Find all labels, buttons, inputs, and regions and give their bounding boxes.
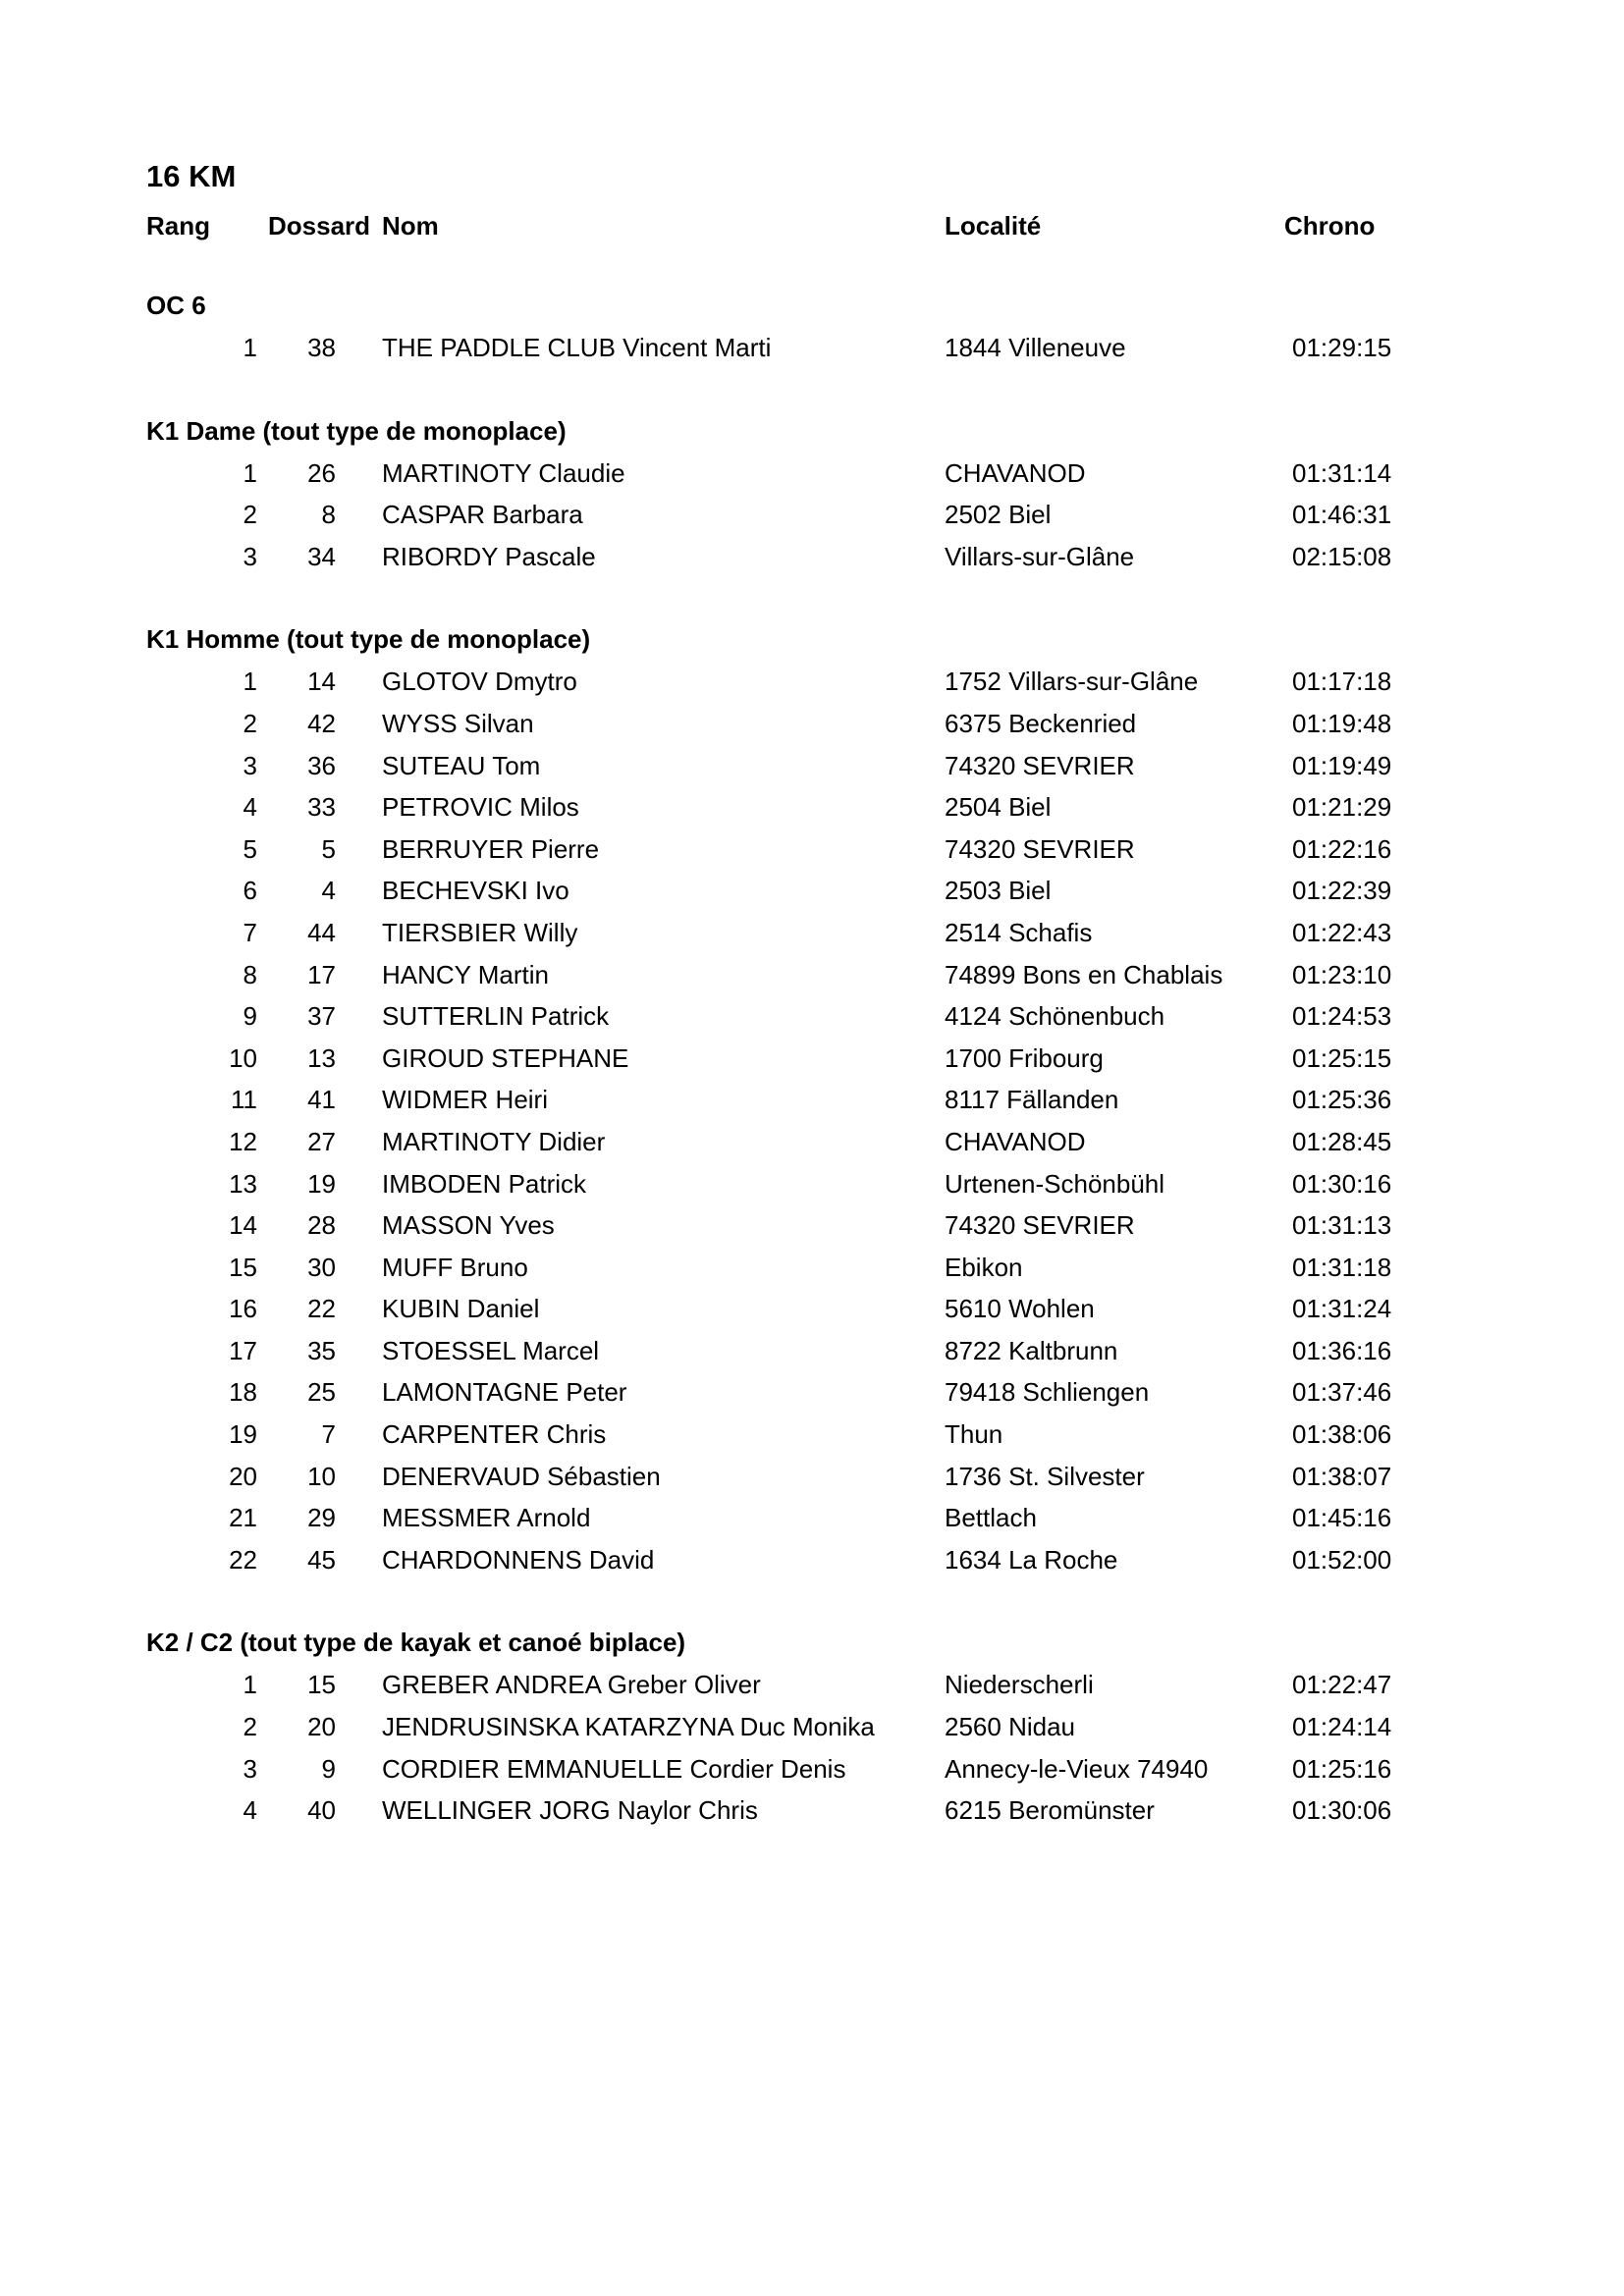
result-row bbox=[0, 661, 1624, 703]
dossard-cell: 30 bbox=[307, 1252, 336, 1282]
result-row bbox=[0, 1288, 1624, 1330]
rang-cell: 7 bbox=[243, 917, 257, 947]
localite-cell: 8117 Fällanden bbox=[945, 1085, 1119, 1115]
header-dossard: Dossard bbox=[268, 211, 371, 240]
rang-cell: 19 bbox=[229, 1419, 257, 1450]
localite-cell: 1634 La Roche bbox=[945, 1544, 1118, 1575]
dossard-cell: 22 bbox=[307, 1294, 336, 1324]
chrono-cell: 01:30:06 bbox=[1292, 1795, 1392, 1826]
rang-cell: 2 bbox=[243, 708, 257, 738]
localite-cell: 74320 SEVRIER bbox=[945, 1210, 1135, 1241]
rang-cell: 15 bbox=[229, 1252, 257, 1282]
chrono-cell: 01:22:43 bbox=[1292, 917, 1392, 947]
nom-cell: MARTINOTY Claudie bbox=[382, 457, 625, 488]
localite-cell: 6375 Beckenried bbox=[945, 708, 1137, 738]
dossard-cell: 8 bbox=[321, 500, 336, 530]
nom-cell: GLOTOV Dmytro bbox=[382, 667, 577, 697]
localite-cell: Bettlach bbox=[945, 1503, 1037, 1533]
nom-cell: STOESSEL Marcel bbox=[382, 1335, 600, 1365]
result-row bbox=[0, 1497, 1624, 1539]
nom-cell: PETROVIC Milos bbox=[382, 792, 579, 823]
chrono-cell: 01:22:16 bbox=[1292, 833, 1392, 864]
chrono-cell: 01:21:29 bbox=[1292, 792, 1392, 823]
dossard-cell: 10 bbox=[307, 1461, 336, 1491]
rang-cell: 12 bbox=[229, 1126, 257, 1156]
chrono-cell: 01:31:24 bbox=[1292, 1294, 1392, 1324]
dossard-cell: 40 bbox=[307, 1795, 336, 1826]
nom-cell: WYSS Silvan bbox=[382, 708, 534, 738]
rang-cell: 4 bbox=[243, 792, 257, 823]
localite-cell: 2514 Schafis bbox=[945, 917, 1093, 947]
localite-cell: 2504 Biel bbox=[945, 792, 1052, 823]
nom-cell: DENERVAUD Sébastien bbox=[382, 1461, 661, 1491]
dossard-cell: 42 bbox=[307, 708, 336, 738]
rang-cell: 17 bbox=[229, 1335, 257, 1365]
localite-cell: Urtenen-Schönbühl bbox=[945, 1168, 1165, 1199]
nom-cell: HANCY Martin bbox=[382, 959, 550, 989]
result-row bbox=[0, 1664, 1624, 1706]
result-row bbox=[0, 1247, 1624, 1289]
dossard-cell: 15 bbox=[307, 1670, 336, 1700]
category-section bbox=[0, 618, 1624, 1622]
localite-cell: 74899 Bons en Chablais bbox=[945, 959, 1223, 989]
dossard-cell: 5 bbox=[321, 833, 336, 864]
localite-cell: 2502 Biel bbox=[945, 500, 1052, 530]
result-row bbox=[0, 870, 1624, 912]
rang-cell: 14 bbox=[229, 1210, 257, 1241]
result-row bbox=[0, 1748, 1624, 1790]
result-row bbox=[0, 828, 1624, 871]
rang-cell: 9 bbox=[243, 1001, 257, 1032]
rang-cell: 1 bbox=[243, 667, 257, 697]
chrono-cell: 01:31:18 bbox=[1292, 1252, 1392, 1282]
localite-cell: 2560 Nidau bbox=[945, 1712, 1075, 1742]
chrono-cell: 01:25:36 bbox=[1292, 1085, 1392, 1115]
nom-cell: KUBIN Daniel bbox=[382, 1294, 540, 1324]
localite-cell: Annecy-le-Vieux 74940 bbox=[945, 1753, 1209, 1784]
header-localite: Localité bbox=[945, 211, 1042, 240]
dossard-cell: 17 bbox=[307, 959, 336, 989]
nom-cell: CASPAR Barbara bbox=[382, 500, 583, 530]
dossard-cell: 7 bbox=[321, 1419, 336, 1450]
nom-cell: JENDRUSINSKA KATARZYNA Duc Monika bbox=[382, 1712, 875, 1742]
chrono-cell: 01:31:13 bbox=[1292, 1210, 1392, 1241]
rang-cell: 3 bbox=[243, 541, 257, 571]
chrono-cell: 01:29:15 bbox=[1292, 333, 1392, 362]
result-row bbox=[0, 1371, 1624, 1414]
chrono-cell: 01:38:07 bbox=[1292, 1461, 1392, 1491]
result-row bbox=[0, 1789, 1624, 1832]
rang-cell: 22 bbox=[229, 1544, 257, 1575]
nom-cell: SUTEAU Tom bbox=[382, 750, 541, 780]
dossard-cell: 26 bbox=[307, 457, 336, 488]
localite-cell: 1844 Villeneuve bbox=[945, 333, 1126, 362]
result-row bbox=[0, 494, 1624, 536]
localite-cell: 1752 Villars-sur-Glâne bbox=[945, 667, 1199, 697]
chrono-cell: 01:31:14 bbox=[1292, 457, 1392, 488]
result-row bbox=[0, 1121, 1624, 1163]
category-title: K2 / C2 (tout type de kayak et canoé biplace) bbox=[146, 1628, 686, 1658]
chrono-cell: 01:23:10 bbox=[1292, 959, 1392, 989]
dossard-cell: 37 bbox=[307, 1001, 336, 1032]
rang-cell: 16 bbox=[229, 1294, 257, 1324]
localite-cell: 5610 Wohlen bbox=[945, 1294, 1095, 1324]
localite-cell: CHAVANOD bbox=[945, 1126, 1086, 1156]
category-title: OC 6 bbox=[146, 291, 206, 320]
category-title: K1 Homme (tout type de monoplace) bbox=[146, 624, 591, 655]
chrono-cell: 01:25:15 bbox=[1292, 1042, 1392, 1073]
localite-cell: 8722 Kaltbrunn bbox=[945, 1335, 1118, 1365]
dossard-cell: 34 bbox=[307, 541, 336, 571]
chrono-cell: 01:17:18 bbox=[1292, 667, 1392, 697]
category-title: K1 Dame (tout type de monoplace) bbox=[146, 415, 567, 446]
chrono-cell: 01:24:14 bbox=[1292, 1712, 1392, 1742]
chrono-cell: 01:46:31 bbox=[1292, 500, 1392, 530]
chrono-cell: 01:38:06 bbox=[1292, 1419, 1392, 1450]
dossard-cell: 41 bbox=[307, 1085, 336, 1115]
chrono-cell: 01:22:39 bbox=[1292, 876, 1392, 906]
nom-cell: RIBORDY Pascale bbox=[382, 541, 596, 571]
dossard-cell: 20 bbox=[307, 1712, 336, 1742]
nom-cell: WELLINGER JORG Naylor Chris bbox=[382, 1795, 758, 1826]
rang-cell: 18 bbox=[229, 1377, 257, 1408]
rang-cell: 21 bbox=[229, 1503, 257, 1533]
rang-cell: 2 bbox=[243, 500, 257, 530]
result-row bbox=[0, 1456, 1624, 1498]
result-row bbox=[0, 912, 1624, 954]
result-row bbox=[0, 745, 1624, 787]
nom-cell: IMBODEN Patrick bbox=[382, 1168, 587, 1199]
localite-cell: Niederscherli bbox=[945, 1670, 1094, 1700]
nom-cell: MASSON Yves bbox=[382, 1210, 555, 1241]
localite-cell: Ebikon bbox=[945, 1252, 1023, 1282]
nom-cell: TIERSBIER Willy bbox=[382, 917, 578, 947]
dossard-cell: 36 bbox=[307, 750, 336, 780]
rang-cell: 13 bbox=[229, 1168, 257, 1199]
dossard-cell: 44 bbox=[307, 917, 336, 947]
nom-cell: MUFF Bruno bbox=[382, 1252, 528, 1282]
category-section bbox=[0, 285, 1624, 410]
localite-cell: 74320 SEVRIER bbox=[945, 833, 1135, 864]
result-row bbox=[0, 1414, 1624, 1456]
category-section bbox=[0, 410, 1624, 619]
nom-cell: BECHEVSKI Ivo bbox=[382, 876, 569, 906]
chrono-cell: 01:36:16 bbox=[1292, 1335, 1392, 1365]
nom-cell: MARTINOTY Didier bbox=[382, 1126, 606, 1156]
dossard-cell: 28 bbox=[307, 1210, 336, 1241]
rang-cell: 10 bbox=[229, 1042, 257, 1073]
dossard-cell: 25 bbox=[307, 1377, 336, 1408]
dossard-cell: 27 bbox=[307, 1126, 336, 1156]
chrono-cell: 01:45:16 bbox=[1292, 1503, 1392, 1533]
nom-cell: WIDMER Heiri bbox=[382, 1085, 548, 1115]
rang-cell: 8 bbox=[243, 959, 257, 989]
chrono-cell: 01:37:46 bbox=[1292, 1377, 1392, 1408]
column-header-row bbox=[0, 204, 1624, 247]
category-section bbox=[0, 1622, 1624, 1831]
section-spacer bbox=[0, 369, 1624, 410]
header-chrono: Chrono bbox=[1284, 211, 1376, 240]
rang-cell: 1 bbox=[243, 457, 257, 488]
header-nom: Nom bbox=[382, 211, 439, 240]
dossard-cell: 13 bbox=[307, 1042, 336, 1073]
nom-cell: GIROUD STEPHANE bbox=[382, 1042, 629, 1073]
localite-cell: 74320 SEVRIER bbox=[945, 750, 1135, 780]
dossard-cell: 45 bbox=[307, 1544, 336, 1575]
section-spacer bbox=[0, 1580, 1624, 1622]
result-row bbox=[0, 1079, 1624, 1121]
nom-cell: CORDIER EMMANUELLE Cordier Denis bbox=[382, 1753, 846, 1784]
page-title: 16 KM bbox=[146, 159, 237, 193]
result-row bbox=[0, 1038, 1624, 1080]
chrono-cell: 01:25:16 bbox=[1292, 1753, 1392, 1784]
localite-cell: Villars-sur-Glâne bbox=[945, 541, 1135, 571]
localite-cell: CHAVANOD bbox=[945, 457, 1086, 488]
rang-cell: 4 bbox=[243, 1795, 257, 1826]
result-row bbox=[0, 1706, 1624, 1748]
header-rang: Rang bbox=[146, 211, 210, 240]
chrono-cell: 01:22:47 bbox=[1292, 1670, 1392, 1700]
nom-cell: CARPENTER Chris bbox=[382, 1419, 607, 1450]
rang-cell: 2 bbox=[243, 1712, 257, 1742]
dossard-cell: 9 bbox=[321, 1753, 336, 1784]
dossard-cell: 38 bbox=[307, 333, 336, 362]
result-row bbox=[0, 786, 1624, 828]
nom-cell: MESSMER Arnold bbox=[382, 1503, 591, 1533]
result-row bbox=[0, 1330, 1624, 1372]
rang-cell: 20 bbox=[229, 1461, 257, 1491]
localite-cell: Thun bbox=[945, 1419, 1003, 1450]
dossard-cell: 29 bbox=[307, 1503, 336, 1533]
result-row bbox=[0, 536, 1624, 578]
chrono-cell: 01:19:48 bbox=[1292, 708, 1392, 738]
rang-cell: 1 bbox=[243, 333, 257, 362]
nom-cell: LAMONTAGNE Peter bbox=[382, 1377, 627, 1408]
localite-cell: 6215 Beromünster bbox=[945, 1795, 1155, 1826]
nom-cell: GREBER ANDREA Greber Oliver bbox=[382, 1670, 761, 1700]
chrono-cell: 02:15:08 bbox=[1292, 541, 1392, 571]
results-list bbox=[0, 285, 1624, 1832]
chrono-cell: 01:52:00 bbox=[1292, 1544, 1392, 1575]
rang-cell: 5 bbox=[243, 833, 257, 864]
localite-cell: 1700 Fribourg bbox=[945, 1042, 1104, 1073]
rang-cell: 3 bbox=[243, 1753, 257, 1784]
nom-cell: THE PADDLE CLUB Vincent Marti bbox=[382, 333, 772, 362]
localite-cell: 2503 Biel bbox=[945, 876, 1052, 906]
nom-cell: SUTTERLIN Patrick bbox=[382, 1001, 610, 1032]
rang-cell: 6 bbox=[243, 876, 257, 906]
nom-cell: CHARDONNENS David bbox=[382, 1544, 655, 1575]
dossard-cell: 4 bbox=[321, 876, 336, 906]
result-row bbox=[0, 453, 1624, 495]
section-spacer bbox=[0, 577, 1624, 618]
dossard-cell: 14 bbox=[307, 667, 336, 697]
result-row bbox=[0, 954, 1624, 996]
result-row bbox=[0, 327, 1624, 369]
rang-cell: 11 bbox=[231, 1085, 257, 1115]
localite-cell: 1736 St. Silvester bbox=[945, 1461, 1145, 1491]
result-row bbox=[0, 1204, 1624, 1247]
nom-cell: BERRUYER Pierre bbox=[382, 833, 600, 864]
chrono-cell: 01:28:45 bbox=[1292, 1126, 1392, 1156]
result-row bbox=[0, 1163, 1624, 1205]
localite-cell: 4124 Schönenbuch bbox=[945, 1001, 1165, 1032]
localite-cell: 79418 Schliengen bbox=[945, 1377, 1150, 1408]
rang-cell: 1 bbox=[243, 1670, 257, 1700]
result-row bbox=[0, 995, 1624, 1038]
dossard-cell: 19 bbox=[307, 1168, 336, 1199]
rang-cell: 3 bbox=[243, 750, 257, 780]
result-row bbox=[0, 1539, 1624, 1581]
chrono-cell: 01:19:49 bbox=[1292, 750, 1392, 780]
dossard-cell: 35 bbox=[307, 1335, 336, 1365]
dossard-cell: 33 bbox=[307, 792, 336, 823]
result-row bbox=[0, 703, 1624, 745]
chrono-cell: 01:30:16 bbox=[1292, 1168, 1392, 1199]
chrono-cell: 01:24:53 bbox=[1292, 1001, 1392, 1032]
